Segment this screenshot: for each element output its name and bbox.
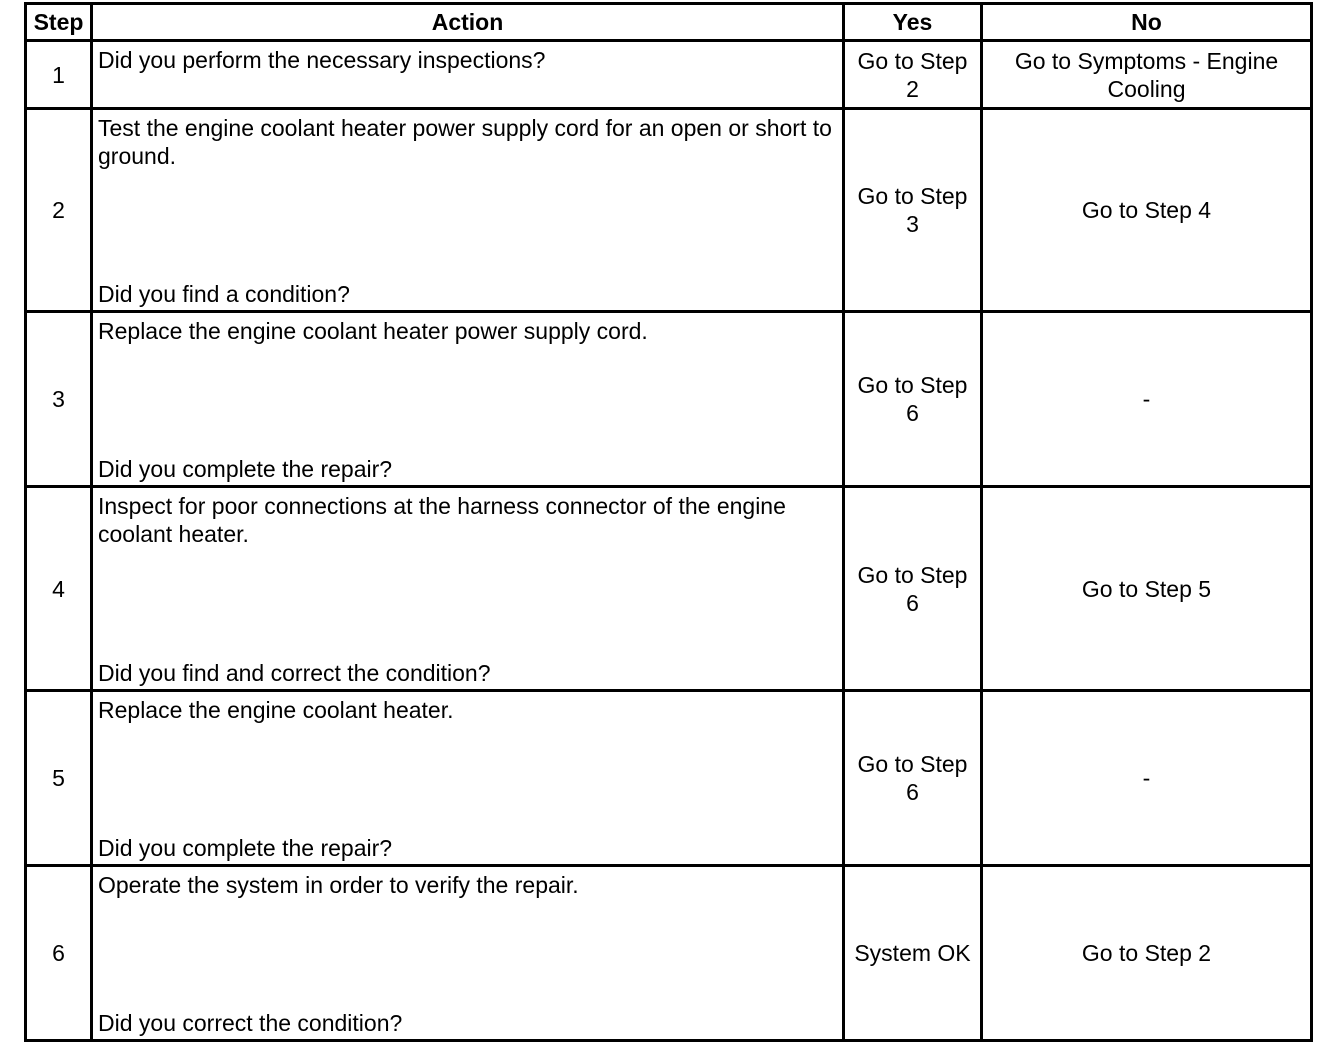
no-cell — [982, 866, 1312, 1041]
yes-cell — [844, 312, 982, 487]
action-question: Did you find and correct the condition? — [98, 660, 491, 686]
yes-cell — [844, 691, 982, 866]
yes-result: System OK — [854, 940, 971, 966]
action-question: Did you find a condition? — [98, 281, 350, 307]
action-text: Operate the system in order to verify the repair. — [98, 872, 579, 898]
yes-cell — [844, 866, 982, 1041]
action-cell — [92, 487, 844, 691]
no-cell — [982, 312, 1312, 487]
table-row — [26, 312, 1312, 487]
action-text: Replace the engine coolant heater power supply cord. — [98, 318, 648, 344]
action-text: Inspect for poor connections at the harness connector of the engine coolant heater. — [98, 493, 786, 547]
table-row — [26, 41, 1312, 109]
no-result: - — [1142, 765, 1151, 791]
yes-result: Go to Step 6 — [857, 372, 968, 426]
header-row — [26, 4, 1312, 41]
action-cell — [92, 41, 844, 109]
action-text: Did you perform the necessary inspections? — [98, 47, 546, 73]
no-cell — [982, 41, 1312, 109]
no-cell — [982, 691, 1312, 866]
table-row — [26, 109, 1312, 312]
no-cell — [982, 109, 1312, 312]
step-number: 1 — [26, 41, 92, 109]
action-question: Did you correct the condition? — [98, 1010, 403, 1036]
no-result: Go to Step 5 — [1081, 575, 1212, 602]
no-result: Go to Symptoms - Engine Cooling — [1014, 47, 1279, 102]
action-cell — [92, 691, 844, 866]
no-cell — [982, 487, 1312, 691]
yes-cell — [844, 109, 982, 312]
header-yes: Yes — [844, 4, 982, 41]
yes-cell — [844, 41, 982, 109]
action-cell — [92, 866, 844, 1041]
table-row — [26, 866, 1312, 1041]
diagnostic-table — [24, 2, 1313, 1042]
step-number: 5 — [26, 691, 92, 866]
header-action: Action — [92, 4, 844, 41]
step-number: 3 — [26, 312, 92, 487]
action-question: Did you complete the repair? — [98, 456, 393, 482]
yes-cell — [844, 487, 982, 691]
action-cell — [92, 109, 844, 312]
step-number: 4 — [26, 487, 92, 691]
no-result: Go to Step 2 — [1081, 940, 1212, 966]
step-number: 2 — [26, 109, 92, 312]
action-question: Did you complete the repair? — [98, 835, 393, 861]
yes-result: Go to Step 2 — [857, 47, 968, 102]
step-number: 6 — [26, 866, 92, 1041]
header-step: Step — [26, 4, 92, 41]
table-row — [26, 487, 1312, 691]
yes-result: Go to Step 6 — [857, 561, 968, 616]
action-text: Replace the engine coolant heater. — [98, 697, 454, 723]
no-result: - — [1142, 386, 1151, 412]
table-row — [26, 691, 1312, 866]
action-cell — [92, 312, 844, 487]
yes-result: Go to Step 3 — [857, 183, 968, 237]
no-result: Go to Step 4 — [1081, 197, 1212, 223]
action-text: Test the engine coolant heater power supply cord for an open or short to ground. — [98, 115, 832, 169]
header-no: No — [982, 4, 1312, 41]
yes-result: Go to Step 6 — [857, 751, 968, 805]
